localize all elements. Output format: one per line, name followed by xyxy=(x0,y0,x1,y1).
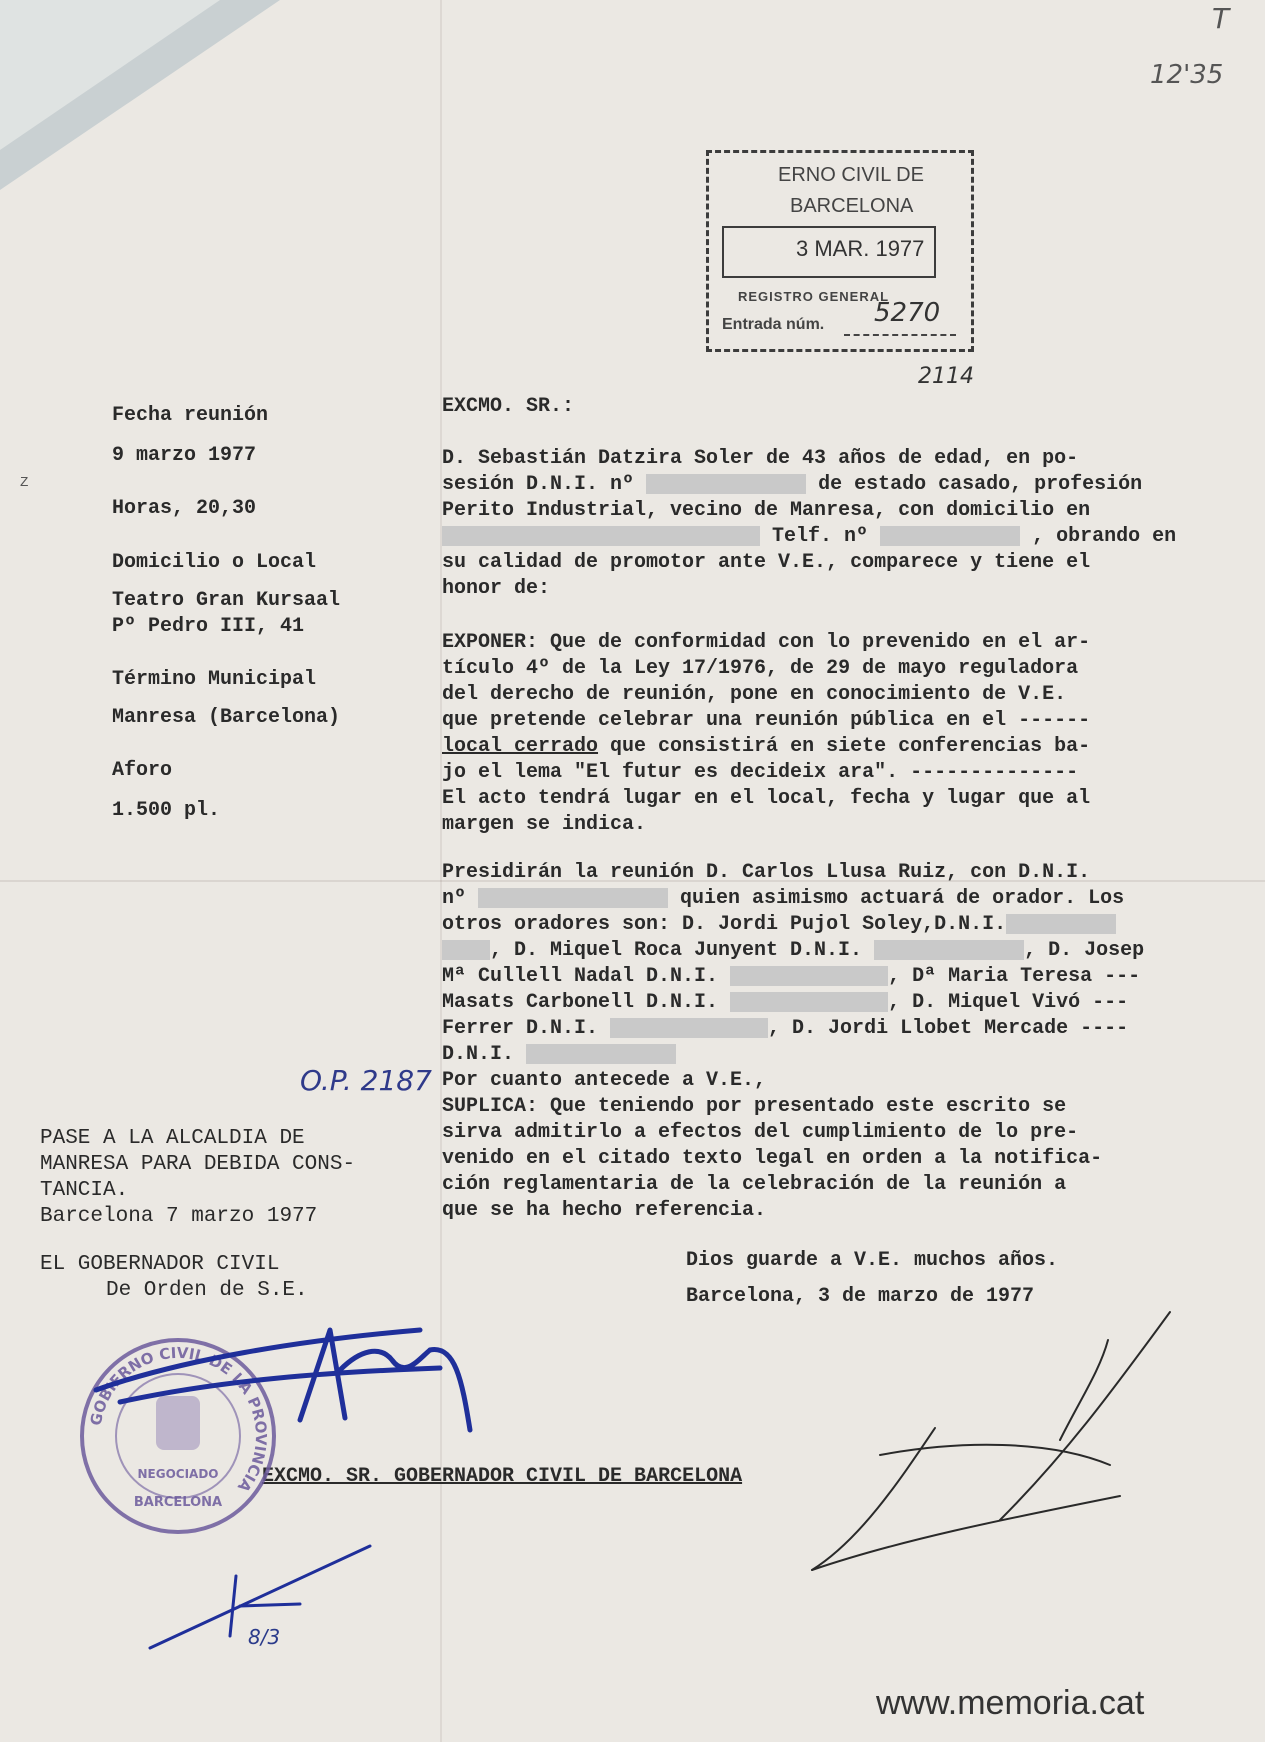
p3-line8: D.N.I. xyxy=(442,1042,676,1068)
p5-line5: que se ha hecho referencia. xyxy=(442,1199,767,1222)
p3-line3: otros oradores son: D. Jordi Pujol Soley,D.N.I. xyxy=(442,912,1116,938)
horas: Horas, 20,30 xyxy=(112,497,257,520)
aforo-value: 1.500 pl. xyxy=(112,799,221,822)
local-line2: Pº Pedro III, 41 xyxy=(112,615,305,638)
p2-line1: EXPONER: Que de conformidad con lo prevenido en el ar- xyxy=(442,631,1091,654)
p1-line5: su calidad de promotor ante V.E., comparece y tiene el xyxy=(442,551,1091,574)
corner-letter: T xyxy=(1212,2,1230,35)
watermark: www.memoria.cat xyxy=(876,1684,1145,1722)
stamp-line2: BARCELONA xyxy=(790,195,914,217)
termino-label: Término Municipal xyxy=(112,668,317,691)
note-line4: Barcelona 7 marzo 1977 xyxy=(40,1205,318,1228)
p2-line3: del derecho de reunión, pone en conocimiento de V.E. xyxy=(442,683,1067,706)
stamp-line1: ERNO CIVIL DE xyxy=(778,164,924,186)
fecha-value: 9 marzo 1977 xyxy=(112,444,257,467)
p5-line3: venido en el citado texto legal en orden a la notifica- xyxy=(442,1147,1103,1170)
governor-title: EL GOBERNADOR CIVIL xyxy=(40,1253,280,1276)
local-line1: Teatro Gran Kursaal xyxy=(112,589,341,612)
p2-line6: jo el lema "El futur es decideix ara". -------------- xyxy=(442,761,1079,784)
reference-number: 2114 xyxy=(918,364,974,389)
salutation: EXCMO. SR.: xyxy=(442,395,575,418)
note-line3: TANCIA. xyxy=(40,1179,129,1202)
corner-number: 12'35 xyxy=(1150,60,1224,90)
addressee: EXCMO. SR. GOBERNADOR CIVIL DE BARCELONA xyxy=(262,1465,743,1488)
p3-line7: Ferrer D.N.I. , D. Jordi Llobet Mercade ---- xyxy=(442,1017,1129,1040)
p3-line6: Masats Carbonell D.N.I. , D. Miquel Vivó --- xyxy=(442,991,1129,1014)
p1-line1: D. Sebastián Datzira Soler de 43 años de edad, en po- xyxy=(442,447,1079,470)
termino-value: Manresa (Barcelona) xyxy=(112,706,341,729)
side-mark: Z xyxy=(20,475,29,491)
handwritten-reference: O.P. 2187 xyxy=(300,1064,432,1097)
note-line1: PASE A LA ALCALDIA DE xyxy=(40,1127,305,1150)
p4: Por cuanto antecede a V.E., xyxy=(442,1069,767,1092)
fecha-label: Fecha reunión xyxy=(112,404,269,427)
stamp-registro: REGISTRO GENERAL xyxy=(738,289,890,304)
governor-signature xyxy=(96,1330,470,1430)
seal-ring-text: GOBIERNO CIVIL DE LA PROVINCIA xyxy=(86,1343,271,1496)
p5-line1: SUPLICA: Que teniendo por presentado este escrito se xyxy=(442,1095,1067,1118)
aforo-label: Aforo xyxy=(112,759,173,782)
stamp-date: 3 MAR. 1977 xyxy=(796,236,925,261)
note-line2: MANRESA PARA DEBIDA CONS- xyxy=(40,1153,356,1176)
seal-inner-1: NEGOCIADO xyxy=(137,1467,219,1481)
stamp-entrada-number: 5270 xyxy=(874,298,941,328)
p5-line4: ción reglamentaria de la celebración de la reunión a xyxy=(442,1173,1067,1196)
p2-line7: El acto tendrá lugar en el local, fecha y lugar que al xyxy=(442,787,1091,810)
p1-line6: honor de: xyxy=(442,577,551,600)
p2-line2: tículo 4º de la Ley 17/1976, de 29 de mayo reguladora xyxy=(442,657,1079,680)
closing-line2: Barcelona, 3 de marzo de 1977 xyxy=(686,1285,1035,1308)
p3-line1: Presidirán la reunión D. Carlos Llusa Ruiz, con D.N.I. xyxy=(442,861,1091,884)
p2-line8: margen se indica. xyxy=(442,813,647,836)
p3-line2: nº quien asimismo actuará de orador. Los xyxy=(442,887,1125,910)
domicilio-label: Domicilio o Local xyxy=(112,551,317,574)
p1-line4: Telf. nº , obrando en xyxy=(442,524,1176,550)
promoter-signature xyxy=(812,1312,1170,1570)
initials-mark xyxy=(150,1546,370,1648)
p3-line5: Mª Cullell Nadal D.N.I. , Dª Maria Teresa --- xyxy=(442,965,1141,988)
p3-line4: , D. Miquel Roca Junyent D.N.I. , D. Josep xyxy=(442,938,1144,964)
initials-date: 8/3 xyxy=(248,1625,281,1649)
p5-line2: sirva admitirlo a efectos del cumplimiento de lo pre- xyxy=(442,1121,1079,1144)
closing-line1: Dios guarde a V.E. muchos años. xyxy=(686,1249,1059,1272)
seal-inner-2: BARCELONA xyxy=(133,1495,223,1510)
stamp-entrada-label: Entrada núm. xyxy=(722,316,825,333)
p1-line2: sesión D.N.I. nº de estado casado, profesión xyxy=(442,473,1143,496)
p1-line3: Perito Industrial, vecino de Manresa, con domicilio en xyxy=(442,499,1091,522)
governor-order: De Orden de S.E. xyxy=(106,1279,308,1302)
p2-line5: local cerrado que consistirá en siete conferencias ba- xyxy=(442,735,1091,758)
p2-line4: que pretende celebrar una reunión pública en el ------ xyxy=(442,709,1091,732)
